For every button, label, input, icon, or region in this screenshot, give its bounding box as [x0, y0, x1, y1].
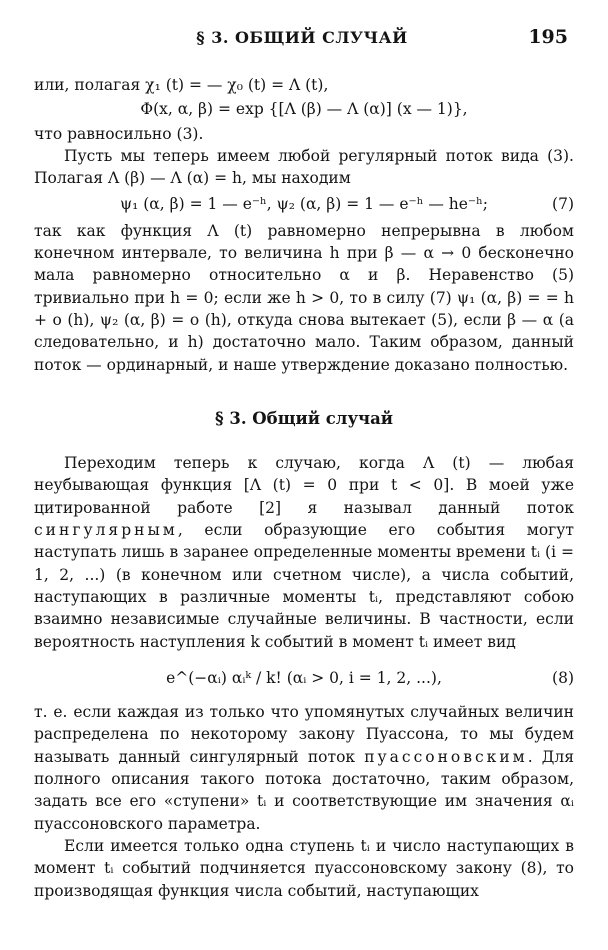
equivalence-line: что равносильно (3).: [34, 124, 204, 143]
formula-7-number: (7): [552, 195, 574, 214]
formula-7-row: [34, 193, 574, 215]
paragraph-continuity: так как функция Λ (t) равномерно непрерывна в любом конечном интервале, то величина h при β — α → 0 бесконечно мала равномерно относительно α и β. Неравенство (5) тривиально при h = 0; если же h > 0, то в силу (7) ψ₁ (α, β) = = h + o (h), ψ₂ (α, β) = o (h), откуда снова вытекает (5), если β — α (а следовательно, и h) достаточно мало. Таким образом, данный поток — ординарный, и наше утверждение доказано полностью.: [34, 221, 574, 374]
formula-8: e^(−αᵢ) αᵢᵏ / k! (αᵢ > 0, i = 1, 2, ...),: [166, 668, 442, 687]
paragraph-general-case: [34, 452, 574, 653]
term-poisson: пуассоновским: [364, 747, 528, 766]
paragraph-poisson: [34, 701, 574, 835]
running-title: § 3. ОБЩИЙ СЛУЧАЙ: [196, 28, 408, 47]
page-number: 195: [528, 26, 568, 48]
poisson-text-a: т. е. если каждая из только что упомянутых случайных величин распределена по некоторому закону Пуассона, то мы будем называть данный сингулярный поток: [34, 703, 574, 766]
page-header: [36, 28, 568, 52]
section-heading: § 3. Общий случай: [214, 408, 394, 428]
formula-8-row: [34, 667, 574, 689]
paragraph-single-step: Если имеется только одна ступень tᵢ и число наступающих в момент tᵢ событий подчиняется пуассоновскому закону (8), то производящая функция числа событий, наступающих: [34, 836, 574, 900]
term-singular: сингулярным: [34, 521, 178, 540]
formula-phi: Φ(x, α, β) = exp {[Λ (β) — Λ (α)] (x — 1)},: [140, 100, 468, 119]
paragraph-regular-flow: Пусть мы теперь имеем любой регулярный поток вида (3). Полагая Λ (β) — Λ (α) = h, мы находим: [34, 146, 574, 188]
formula-7: ψ₁ (α, β) = 1 — e⁻ʰ, ψ₂ (α, β) = 1 — e⁻ʰ — he⁻ʰ;: [119, 195, 489, 214]
formula-8-number: (8): [552, 668, 574, 687]
general-case-text-a: Переходим теперь к случаю, когда Λ (t) — любая неубывающая функция [Λ (t) = 0 при t < 0]. В моей уже цитированной работе [2] я называл данный поток: [34, 454, 574, 517]
general-case-text-b: , если образующие его события могут наступать лишь в заранее определенные моменты времени tᵢ (i = 1, 2, ...) (в конечном или счетном числе), а числа событий, наступающих в различные моменты tᵢ, представляют собою взаимно независимые случайные величины. В частности, если вероятность наступления k событий в момент tᵢ имеет вид: [34, 521, 574, 651]
page-content: [34, 74, 574, 902]
intro-line: или, полагая χ₁ (t) = — χ₀ (t) = Λ (t),: [34, 76, 329, 94]
poisson-text-b: . Для полного описания такого потока достаточно, таким образом, задать все его «ступени» tᵢ и соответствующие им значения αᵢ пуассоновского параметра.: [34, 747, 574, 833]
